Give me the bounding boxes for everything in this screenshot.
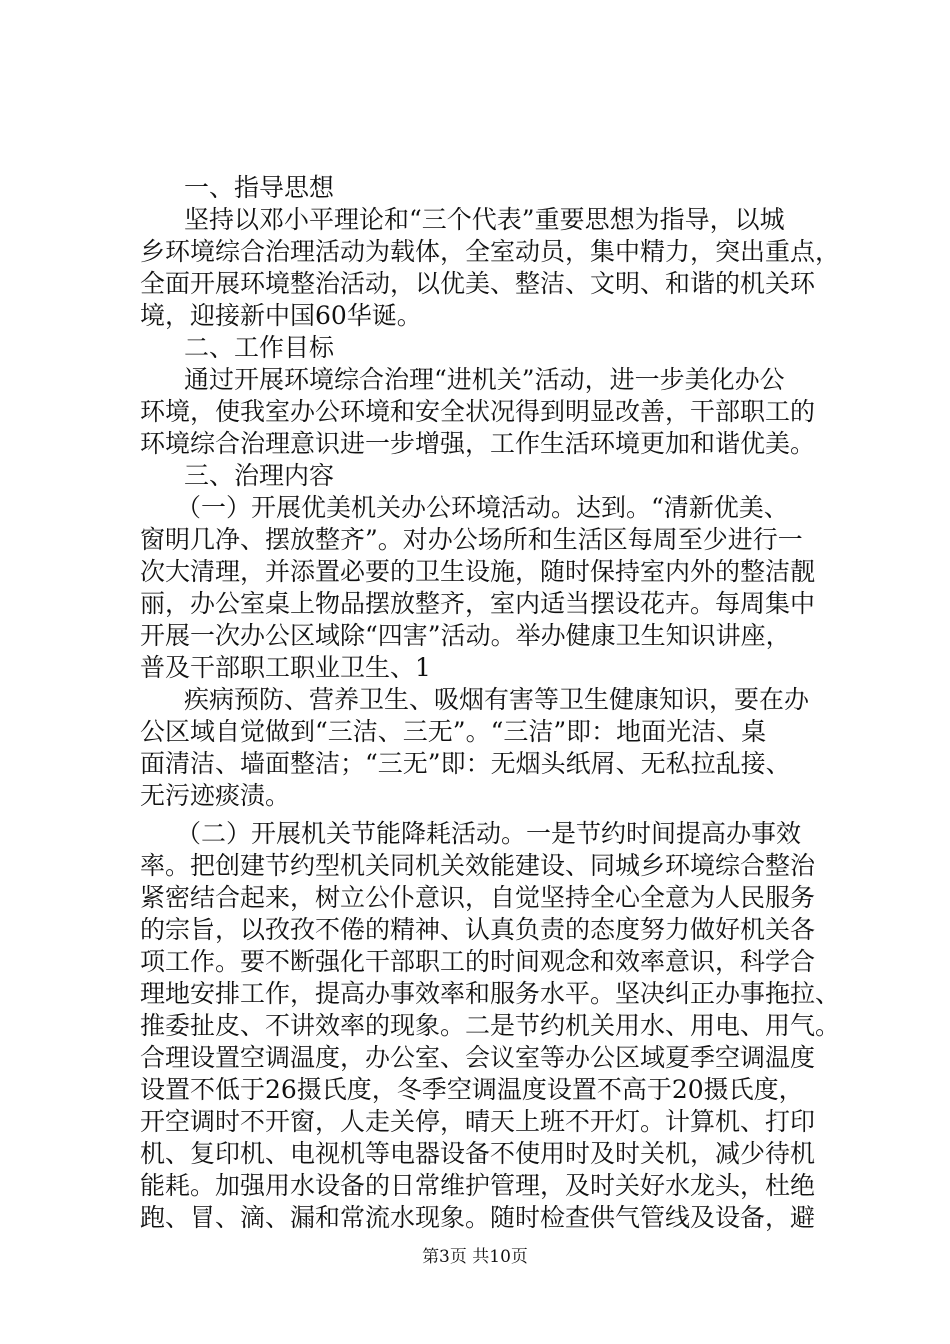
paragraph-line: 紧密结合起来，树立公仆意识，自觉坚持全心全意为人民服务 <box>140 883 816 912</box>
section-heading: 一、指导思想 <box>184 173 335 202</box>
section-heading: 二、工作目标 <box>184 333 335 362</box>
paragraph-line: 窗明几净、摆放整齐”。对办公场所和生活区每周至少进行一 <box>140 525 803 554</box>
paragraph-line: 开空调时不开窗，人走关停，晴天上班不开灯。计算机、打印 <box>140 1107 816 1136</box>
document-body <box>140 172 841 1234</box>
paragraph-line: 开展一次办公区域除“四害”活动。举办健康卫生知识讲座， <box>140 621 791 650</box>
paragraph-line: 推委扯皮、不讲效率的现象。二是节约机关用水、用电、用气。 <box>140 1011 841 1040</box>
paragraph-line: （二）开展机关节能降耗活动。一是节约时间提高办事效 <box>176 819 802 848</box>
paragraph-line: 境，迎接新中国60华诞。 <box>140 301 422 330</box>
paragraph-line: （一）开展优美机关办公环境活动。达到。“清新优美、 <box>176 493 789 522</box>
paragraph-line: 通过开展环境综合治理“进机关”活动，进一步美化办公 <box>184 365 785 394</box>
paragraph-line: 乡环境综合治理活动为载体，全室动员，集中精力，突出重点， <box>140 237 841 266</box>
paragraph-line: 普及干部职工职业卫生、1 <box>140 653 431 682</box>
paragraph-line: 能耗。加强用水设备的日常维护管理，及时关好水龙头，杜绝 <box>140 1171 816 1200</box>
paragraph-line: 面清洁、墙面整洁；“三无”即：无烟头纸屑、无私拉乱接、 <box>140 749 791 778</box>
paragraph-line: 理地安排工作，提高办事效率和服务水平。坚决纠正办事拖拉、 <box>140 979 841 1008</box>
paragraph-line: 疾病预防、营养卫生、吸烟有害等卫生健康知识，要在办 <box>184 685 810 714</box>
paragraph-line: 项工作。要不断强化干部职工的时间观念和效率意识，科学合 <box>140 947 816 976</box>
paragraph-line: 的宗旨，以孜孜不倦的精神、认真负责的态度努力做好机关各 <box>140 915 816 944</box>
paragraph-line: 环境综合治理意识进一步增强，工作生活环境更加和谐优美。 <box>140 429 816 458</box>
paragraph-line: 次大清理，并添置必要的卫生设施，随时保持室内外的整洁靓 <box>140 557 816 586</box>
paragraph-line: 率。把创建节约型机关同机关效能建设、同城乡环境综合整治 <box>140 851 816 880</box>
paragraph-line: 合理设置空调温度，办公室、会议室等办公区域夏季空调温度 <box>140 1043 816 1072</box>
paragraph-line: 跑、冒、滴、漏和常流水现象。随时检查供气管线及设备，避 <box>140 1203 816 1232</box>
section-heading: 三、治理内容 <box>184 461 335 490</box>
paragraph-line: 无污迹痰渍。 <box>140 781 291 810</box>
page-number-footer: 第3页 共10页 <box>422 1247 528 1267</box>
paragraph-line: 公区域自觉做到“三洁、三无”。“三洁”即：地面光洁、桌 <box>140 717 767 746</box>
paragraph-line: 全面开展环境整治活动，以优美、整洁、文明、和谐的机关环 <box>140 269 816 298</box>
paragraph-line: 机、复印机、电视机等电器设备不使用时及时关机，减少待机 <box>140 1139 816 1168</box>
paragraph-line: 丽，办公室桌上物品摆放整齐，室内适当摆设花卉。每周集中 <box>140 589 816 618</box>
paragraph-line: 坚持以邓小平理论和“三个代表”重要思想为指导，以城 <box>184 205 785 234</box>
paragraph-line: 环境，使我室办公环境和安全状况得到明显改善，干部职工的 <box>140 397 816 426</box>
paragraph-line: 设置不低于26摄氏度，冬季空调温度设置不高于20摄氏度， <box>140 1075 804 1104</box>
